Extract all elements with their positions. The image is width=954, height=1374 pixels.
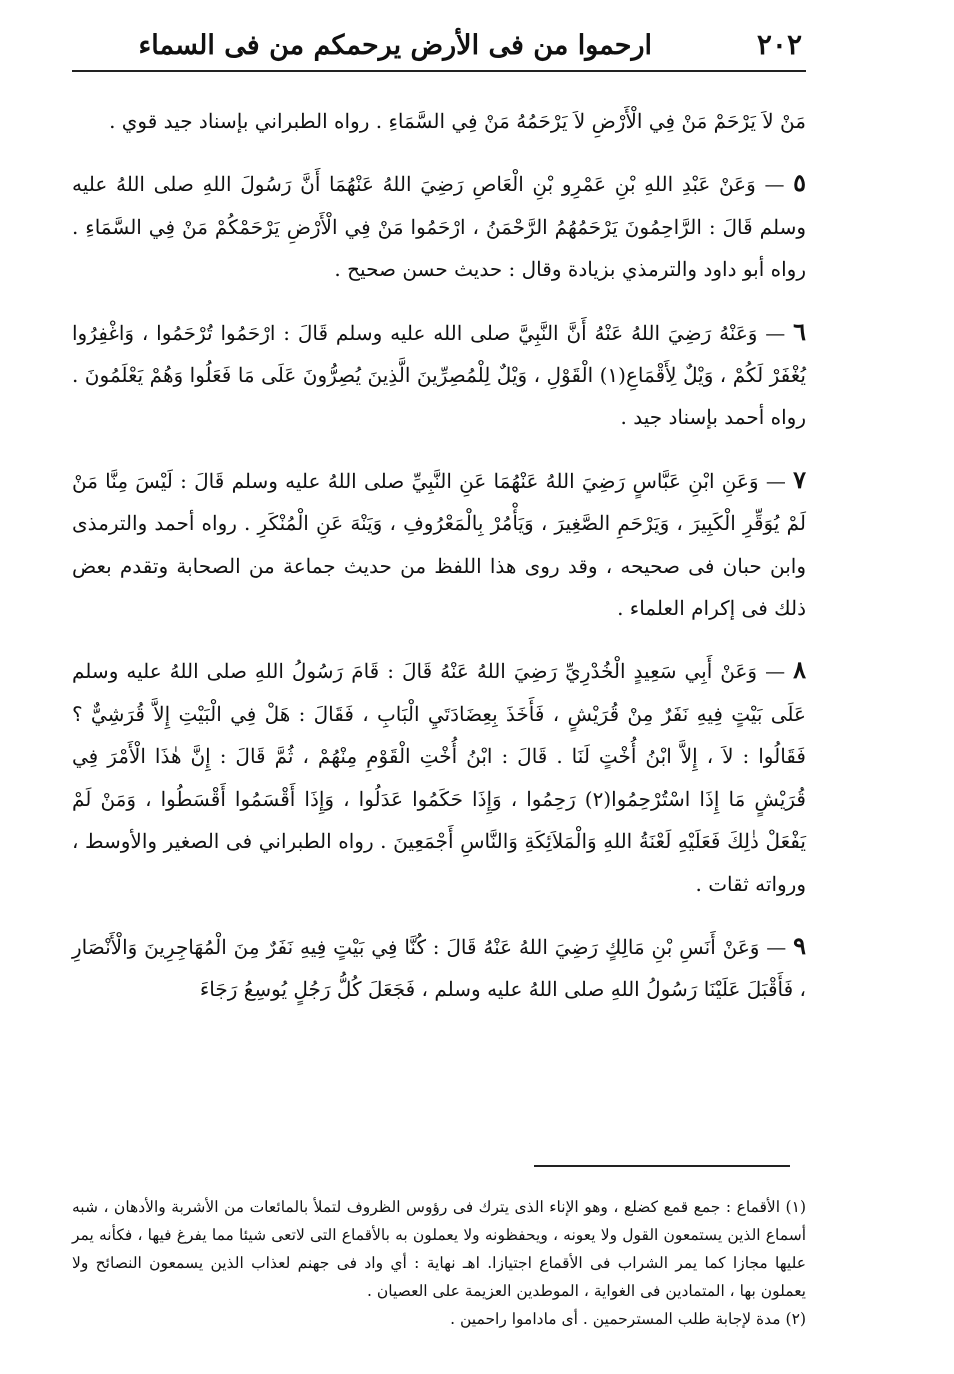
hadith-number: ٩ (793, 930, 807, 960)
footnote-text: الأقماع : جمع قمع كضلع ، وهو الإناء الذى يترك فى رؤوس الظروف لتملأ بالمائعات من الأشربة والأدهان ، شبه أسماع الذين يستمعون القول ولا يعونه ، ويحفظونه ولا يعملون به بالأقماع التى لاتعى شيئا مما يفرغ فيها ، فكأنه يمر عليها مجازا كما يمر الشراب فى الأقماع اجتيازا. اهـ نهاية : أي واد فى جهنم لعذاب الذين يسمعون النصائح ولا يعملون بها ، المتمادين فى الغواية ، الموطدين العزيمة على العصيان . (72, 1198, 806, 1300)
hadith-paragraph (72, 925, 806, 1011)
paragraph-text: وَعَنْ أَبِي سَعِيدٍ الْخُدْرِيِّ رَضِيَ اللهُ عَنْهُ قَالَ : قَامَ رَسُولُ اللهِ صلى اللهُ عليه وسلم عَلَى بَيْتٍ فِيهِ نَفَرٌ مِنْ قُرَيْشٍ ، فَأَخَذَ بِعِضَادَتَيِ الْبَابِ ، فَقَالَ : هَلْ فِي الْبَيْتِ إِلاَّ قُرَشِيٌّ ؟ فَقَالُوا : لاَ ، إِلاَّ ابْنُ أُخْتٍ لَنَا . قَالَ : ابْنُ أُخْتِ الْقَوْمِ مِنْهُمْ ، ثُمَّ قَالَ : إِنَّ هٰذَا الْأَمْرَ فِي قُرَيْشٍ مَا إِذَا اسْتُرْحِمُوا(٢) رَحِمُوا ، وَإِذَا حَكَمُوا عَدَلُوا ، وَإِذَا أَقْسَمُوا أَقْسَطُوا ، وَمَنْ لَمْ يَفْعَلْ ذٰلِكَ فَعَلَيْهِ لَعْنَةُ اللهِ وَالْمَلاَئِكَةِ وَالنَّاسِ أَجْمَعِينَ . رواه الطبراني فى الصغير والأوسط ، ورواته ثقات . (72, 659, 806, 896)
hadith-dash: — (755, 172, 785, 197)
hadith-number: ٥ (793, 168, 807, 198)
page-number: ٢٠٢ (756, 28, 802, 61)
hadith-number: ٨ (793, 655, 807, 685)
paragraph-text: مَنْ لاَ يَرْحَمْ مَنْ فِي الْأَرْضِ لاَ يَرْحَمُهُ مَنْ فِي السَّمَاءِ . رواه الطبراني بإسناد جيد قوي . (109, 109, 806, 133)
hadith-paragraph (72, 311, 806, 439)
hadith-number: ٦ (793, 316, 806, 346)
paragraph-text: وَعَنِ ابْنِ عَبَّاسٍ رَضِيَ اللهُ عَنْهُمَا عَنِ النَّبِيِّ صلى اللهُ عليه وسلم قَالَ : لَيْسَ مِنَّا مَنْ لَمْ يُوَقِّرِ الْكَبِيرَ ، وَيَرْحَمِ الصَّغِيرَ ، وَيَأْمُرْ بِالْمَعْرُوفِ ، وَيَنْهَ عَنِ الْمُنْكَرِ . رواه أحمد والترمذى وابن حبان فى صحيحه ، وقد روى هذا اللفظ من حديث جماعة من الصحابة وتقدم بعض ذلك فى إكرام العلماء . (72, 468, 806, 621)
hadith-paragraph (72, 649, 806, 904)
hadith-dash: — (757, 320, 786, 345)
footnote-text: مدة لإجابة طلب المسترحمين . أى ماداموا راحمين . (450, 1310, 781, 1328)
hadith-number: ٧ (793, 464, 806, 494)
main-text (72, 100, 806, 1031)
footnote-rule (534, 1165, 790, 1167)
header-rule (72, 70, 806, 72)
paragraph-text: وَعَنْ أَنَسِ بْنِ مَالِكٍ رَضِيَ اللهُ عَنْهُ قَالَ : كُنَّا فِي بَيْتٍ فِيهِ نَفَرٌ مِنَ الْمُهَاجِرِينَ وَالْأَنْصَارِ ، فَأَقْبَلَ عَلَيْنَا رَسُولُ اللهِ صلى اللهُ عليه وسلم ، فَجَعَلَ كُلُّ رَجُلٍ يُوسِعُ رَجَاءَ (72, 934, 806, 1002)
footnote (72, 1193, 806, 1305)
paragraph-continuation (72, 100, 806, 142)
footnotes (72, 1193, 806, 1333)
footnote (72, 1305, 806, 1333)
hadith-paragraph (72, 162, 806, 290)
hadith-dash: — (758, 468, 786, 493)
hadith-dash: — (759, 934, 787, 959)
hadith-dash: — (757, 659, 786, 684)
running-title: ارحموا من فى الأرض يرحمكم من فى السماء (138, 30, 652, 61)
hadith-paragraph (72, 459, 806, 630)
paragraph-text: وَعَنْهُ رَضِيَ اللهُ عَنْهُ أَنَّ النَّبِيَّ صلى الله عليه وسلم قَالَ : ارْحَمُوا تُرْحَمُوا ، وَاغْفِرُوا يُغْفَرْ لَكُمْ ، وَيْلٌ لِأَقْمَاعِ(١) الْقَوْلِ ، وَيْلٌ لِلْمُصِرِّينَ الَّذِينَ يُصِرُّونَ عَلَى مَا فَعَلُوا وَهُمْ يَعْلَمُونَ . رواه أحمد بإسناد جيد . (72, 320, 806, 430)
footnote-marker: (٢) (785, 1310, 806, 1328)
paragraph-text: وَعَنْ عَبْدِ اللهِ بْنِ عَمْرِو بْنِ الْعَاصِ رَضِيَ اللهُ عَنْهُمَا أَنَّ رَسُولَ اللهِ صلى اللهُ عليه وسلم قَالَ : الرَّاحِمُونَ يَرْحَمُهُمُ الرَّحْمَنُ ، ارْحَمُوا مَنْ فِي الْأَرْضِ يَرْحَمْكُمْ مَنْ فِي السَّمَاءِ . رواه أبو داود والترمذي بزيادة وقال : حديث حسن صحيح . (72, 172, 806, 282)
page-header (72, 20, 802, 70)
footnote-marker: (١) (785, 1198, 806, 1216)
